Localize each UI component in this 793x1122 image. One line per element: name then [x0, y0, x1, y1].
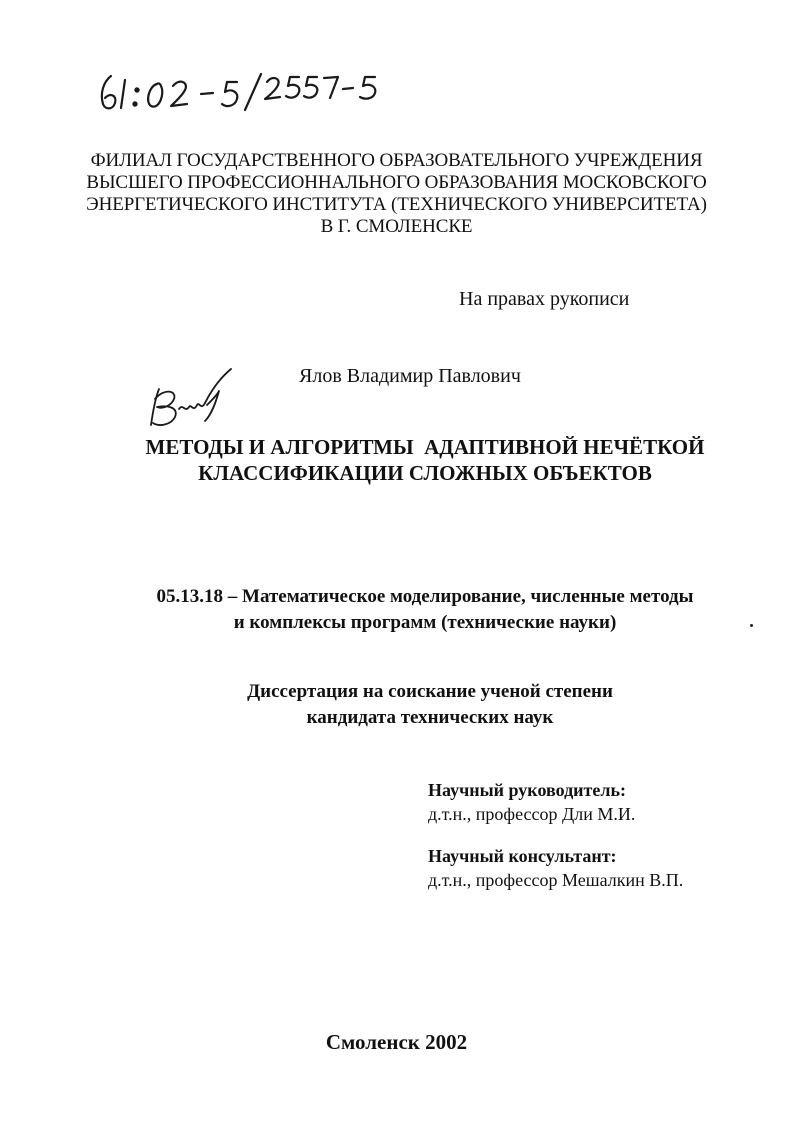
degree-statement: [130, 679, 730, 731]
handwritten-shelf-mark: [95, 68, 385, 116]
scan-speck: [750, 624, 753, 627]
scientific-consultant: [428, 844, 683, 892]
advisor-role: Научный руководитель:: [428, 780, 626, 800]
header-line: ЭНЕРГЕТИЧЕСКОГО ИНСТИТУТА (ТЕХНИЧЕСКОГО УНИВЕРСИТЕТА): [86, 194, 707, 215]
author-signature: [145, 365, 237, 433]
scientific-advisor: [428, 778, 635, 826]
specialty-code: [70, 584, 780, 636]
advisor-name: д.т.н., профессор Дли М.И.: [428, 804, 636, 824]
manuscript-rights-note: На правах рукописи: [459, 288, 630, 310]
header-line: В Г. СМОЛЕНСКЕ: [320, 216, 473, 237]
organization-header: [60, 150, 733, 238]
author-name: Ялов Владимир Павлович: [299, 365, 521, 387]
specialty-line: и комплексы программ (технические науки): [233, 612, 617, 633]
consultant-name: д.т.н., профессор Мешалкин В.П.: [428, 870, 684, 890]
dissertation-title: [80, 434, 770, 486]
city-year-footer: Смоленск 2002: [325, 1030, 468, 1054]
degree-line: кандидата технических наук: [306, 707, 554, 728]
header-line: ВЫСШЕГО ПРОФЕССИОННАЛЬНОГО ОБРАЗОВАНИЯ МОСКОВСКОГО: [86, 172, 707, 193]
consultant-role: Научный консультант:: [428, 846, 617, 866]
title-line: КЛАССИФИКАЦИИ СЛОЖНЫХ ОБЪЕКТОВ: [198, 461, 652, 485]
title-line: МЕТОДЫ И АЛГОРИТМЫ АДАПТИВНОЙ НЕЧЁТКОЙ: [145, 435, 705, 459]
specialty-line: 05.13.18 – Математическое моделирование, численные методы: [156, 586, 694, 607]
header-line: ФИЛИАЛ ГОСУДАРСТВЕННОГО ОБРАЗОВАТЕЛЬНОГО УЧРЕЖДЕНИЯ: [90, 150, 703, 171]
degree-line: Диссертация на соискание ученой степени: [247, 681, 613, 702]
